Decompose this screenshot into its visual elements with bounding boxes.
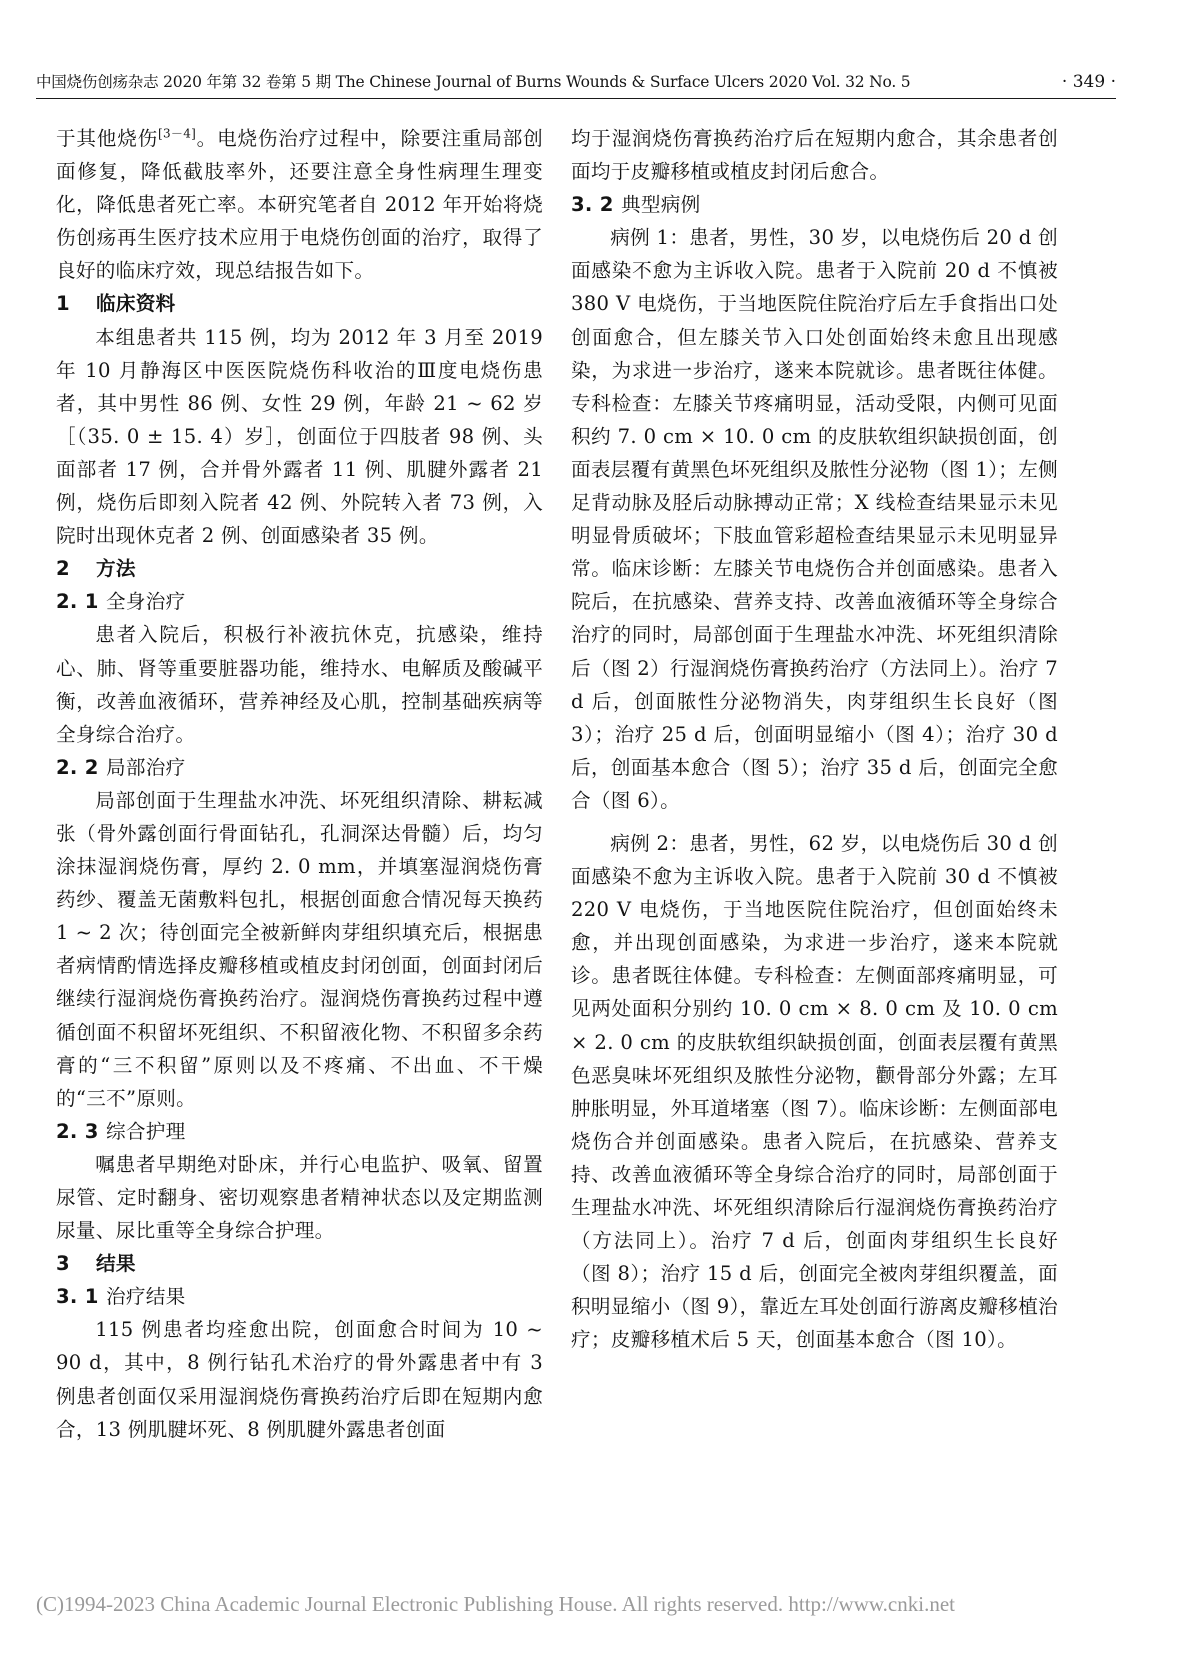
subsection-title: 全身治疗	[106, 590, 186, 614]
subsection-heading-3-1	[56, 1280, 543, 1313]
section-heading-2	[56, 552, 543, 585]
subsection-2-2-paragraph: 局部创面于生理盐水冲洗、坏死组织清除、耕耘减张（骨外露创面行骨面钻孔，孔洞深达骨髓）后，均匀涂抹湿润烧伤膏，厚约 2. 0 mm，并填塞湿润烧伤膏药纱、覆盖无菌敷料包扎，根据创面愈合情况每天换药 1 ~ 2 次；待创面完全被新鲜肉芽组织填充后，根据患者病情酌情选择皮瓣移植或植皮封闭创面，创面封闭后继续行湿润烧伤膏换药治疗。湿润烧伤膏换药过程中遵循创面不积留坏死组织、不积留液化物、不积留多余药膏的“三不积留”原则以及不疼痛、不出血、不干燥的“三不”原则。	[56, 788, 543, 1110]
case-2-paragraph: 病例 2：患者，男性，62 岁，以电烧伤后 30 d 创面感染不愈为主诉收入院。患者于入院前 30 d 不慎被 220 V 电烧伤，于当地医院住院治疗，但创面始终未愈，并出现创面感染，为求进一步治疗，遂来本院就诊。患者既往体健。专科检查：左侧面部疼痛明显，可见两处面积分别约 10. 0 cm × 8. 0 cm 及 10. 0 cm × 2. 0 cm 的皮肤软组织缺损创面，创面表层覆有黄黑色恶臭味坏死组织及脓性分泌物，颧骨部分外露；左耳肿胀明显，外耳道堵塞（图 7）。临床诊断：左侧面部电烧伤合并创面感染。患者入院后，在抗感染、营养支持、改善血液循环等全身综合治疗的同时，局部创面于生理盐水冲洗、坏死组织清除后行湿润烧伤膏换药治疗（方法同上）。治疗 7 d 后，创面肉芽组织生长良好（图 8）；治疗 15 d 后，创面完全被肉芽组织覆盖，面积明显缩小（图 9），靠近左耳处创面行游离皮瓣移植治疗；皮瓣移植术后 5 天，创面基本愈合（图 10）。	[571, 831, 1058, 1352]
section-heading-3	[56, 1247, 543, 1280]
subsection-title: 治疗结果	[106, 1285, 186, 1309]
section-number: 3	[56, 1252, 70, 1276]
citation-ref[interactable]: [3－4]	[158, 126, 197, 141]
case-1-paragraph: 病例 1：患者，男性，30 岁，以电烧伤后 20 d 创面感染不愈为主诉收入院。患者于入院前 20 d 不慎被 380 V 电烧伤，于当地医院住院治疗后左手食指出口处创面愈合，但左膝关节入口处创面始终未愈且出现感染，为求进一步治疗，遂来本院就诊。患者既往体健。专科检查：左膝关节疼痛明显，活动受限，内侧可见面积约 7. 0 cm × 10. 0 cm 的皮肤软组织缺损创面，创面表层覆有黄黑色坏死组织及脓性分泌物（图 1）；左侧足背动脉及胫后动脉搏动正常；X 线检查结果显示未见明显骨质破坏；下肢血管彩超检查结果显示未见明显异常。临床诊断：左膝关节电烧伤合并创面感染。患者入院后，在抗感染、营养支持、改善血液循环等全身综合治疗的同时，局部创面于生理盐水冲洗、坏死组织清除后（图 2）行湿润烧伤膏换药治疗（方法同上）。治疗 7 d 后，创面脓性分泌物消失，肉芽组织生长良好（图 3）；治疗 25 d 后，创面明显缩小（图 4）；治疗 30 d 后，创面基本愈合（图 5）；治疗 35 d 后，创面完全愈合（图 6）。	[571, 226, 1058, 812]
subsection-number: 3. 1	[56, 1285, 99, 1309]
section-number: 2	[56, 557, 70, 581]
subsection-number: 2. 1	[56, 590, 99, 614]
journal-running-title: 中国烧伤创疡杂志 2020 年第 32 卷第 5 期 The Chinese Journal of Burns Wounds & Surface Ulcers 2020 Vol. 32 No. 5	[36, 73, 911, 91]
running-head	[36, 68, 1116, 96]
subsection-title: 综合护理	[106, 1119, 186, 1143]
subsection-title: 典型病例	[621, 193, 701, 217]
intro-paragraph	[56, 122, 543, 287]
left-column	[56, 122, 543, 1446]
intro-text-rest: 。电烧伤治疗过程中，除要注重局部创面修复，降低截肢率外，还要注意全身性病理生理变化，降低患者死亡率。本研究笔者自 2012 年开始将烧伤创疡再生医疗技术应用于电烧伤创面的治疗，取得了良好的临床疗效，现总结报告如下。	[56, 127, 543, 283]
section-title: 结果	[96, 1252, 136, 1276]
subsection-heading-2-1	[56, 585, 543, 618]
subsection-heading-3-2	[571, 188, 1058, 221]
results-continued-paragraph: 均于湿润烧伤膏换药治疗后在短期内愈合，其余患者创面均于皮瓣移植或植皮封闭后愈合。	[571, 127, 1058, 184]
section-number: 1	[56, 292, 70, 316]
section-title: 临床资料	[96, 292, 176, 316]
section-title: 方法	[96, 557, 136, 581]
section-1-paragraph: 本组患者共 115 例，均为 2012 年 3 月至 2019 年 10 月静海区中医医院烧伤科收治的Ⅲ度电烧伤患者，其中男性 86 例、女性 29 例，年龄 21 ~ 62 岁［（35. 0 ± 15. 4）岁］，创面位于四肢者 98 例、头面部者 17 例，合并骨外露者 11 例、肌腱外露者 21 例，烧伤后即刻入院者 42 例、外院转入者 73 例，入院时出现休克者 2 例、创面感染者 35 例。	[56, 325, 543, 548]
copyright-footer: (C)1994-2023 China Academic Journal Electronic Publishing House. All rights reserved. http://www.cnki.net	[36, 1592, 955, 1616]
subsection-2-1-paragraph: 患者入院后，积极行补液抗休克，抗感染，维持心、肺、肾等重要脏器功能，维持水、电解质及酸碱平衡，改善血液循环，营养神经及心肌，控制基础疾病等全身综合治疗。	[56, 623, 543, 746]
header-rule	[36, 98, 1116, 99]
section-heading-1	[56, 287, 543, 320]
subsection-heading-2-3	[56, 1115, 543, 1148]
subsection-3-1-paragraph: 115 例患者均痊愈出院，创面愈合时间为 10 ~ 90 d，其中，8 例行钻孔术治疗的骨外露患者中有 3 例患者创面仅采用湿润烧伤膏换药治疗后即在短期内愈合，13 例肌腱坏死、8 例肌腱外露患者创面	[56, 1318, 543, 1441]
intro-text-start: 于其他烧伤	[56, 127, 159, 150]
right-column	[571, 122, 1058, 1356]
subsection-number: 2. 3	[56, 1119, 99, 1143]
subsection-heading-2-2	[56, 751, 543, 784]
subsection-title: 局部治疗	[106, 755, 186, 779]
subsection-2-3-paragraph: 嘱患者早期绝对卧床，并行心电监护、吸氧、留置尿管、定时翻身、密切观察患者精神状态以及定期监测尿量、尿比重等全身综合护理。	[56, 1152, 543, 1243]
subsection-number: 2. 2	[56, 755, 99, 779]
subsection-number: 3. 2	[571, 193, 614, 217]
page-number: · 349 ·	[1061, 72, 1116, 92]
